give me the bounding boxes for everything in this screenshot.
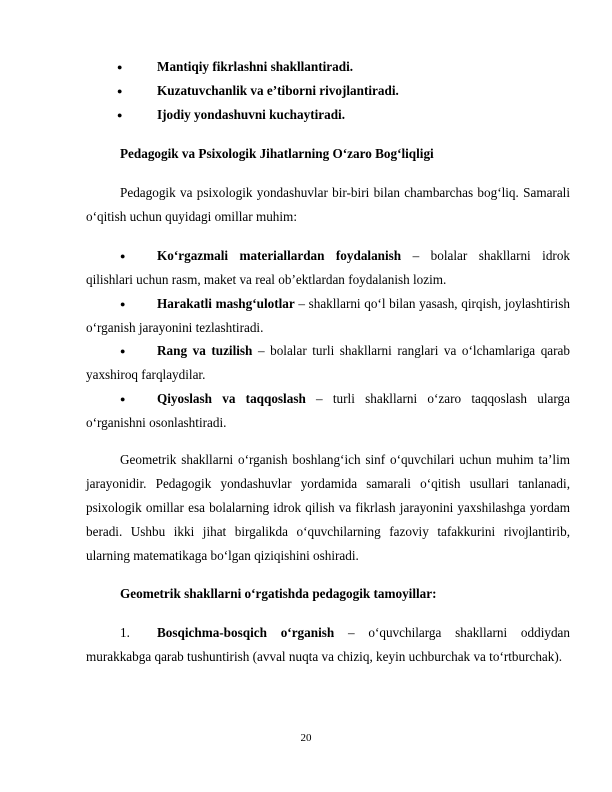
principle-item: 1. Bosqichma-bosqich o‘rganish – o‘quvchilarga shakllarni oddiydan murakkabga qarab tushuntirish (avval nuqta va chiziq, keyin uchburchak va to‘rtburchak). [86, 625, 570, 664]
bullet-icon: ● [117, 110, 123, 120]
bullet-icon: ● [120, 346, 126, 356]
body-paragraph: Geometrik shakllarni o‘rganish boshlang‘ich sinf o‘quvchilari uchun muhim ta’lim jarayonidir. Pedagogik yondashuvlar yordamida samarali o‘qitish usullari tanlanadi, psixologik omillar esa bolalarning idrok qilish va fikrlash jarayonini yaxshilashga yordam beradi. Ushbu ikki jihat birgalikda o‘quvchilarning fazoviy tafakkurini rivojlantirib, ularning matematikaga bo‘lgan qiziqishini oshiradi. [86, 452, 570, 563]
bullet-item: ● Ijodiy yondashuvni kuchaytiradi. [120, 103, 570, 127]
factor-item: ● Qiyoslash va taqqoslash – turli shakllarni o‘zaro taqqoslash ularga o‘rganishni osonlashtiradi. [86, 387, 570, 435]
section-heading: Geometrik shakllarni o‘rgatishda pedagogik tamoyillar: [120, 586, 437, 601]
factor-item: ● Harakatli mashg‘ulotlar – shakllarni qo‘l bilan yasash, qirqish, joylashtirish o‘rganish jarayonini tezlashtiradi. [86, 292, 570, 340]
intro-paragraph: Pedagogik va psixologik yondashuvlar bir-biri bilan chambarchas bog‘liq. Samarali o‘qitish uchun quyidagi omillar muhim: [86, 185, 570, 224]
bullet-item: ● Mantiqiy fikrlashni shakllantiradi. [120, 55, 570, 79]
bullet-icon: ● [120, 251, 126, 261]
bullet-icon: ● [117, 62, 123, 72]
section-heading: Pedagogik va Psixologik Jihatlarning O‘zaro Bog‘liqligi [120, 146, 434, 161]
factor-item: ● Ko‘rgazmali materiallardan foydalanish – bolalar shakllarni idrok qilishlari uchun rasm, maket va real ob’ektlardan foydalanish lozim. [86, 244, 570, 292]
bullet-item: ● Kuzatuvchanlik va e’tiborni rivojlantiradi. [120, 79, 570, 103]
bullet-icon: ● [120, 299, 126, 309]
bullet-icon: ● [120, 394, 126, 404]
factor-item: ● Rang va tuzilish – bolalar turli shakllarni ranglari va o‘lchamlariga qarab yaxshiroq farqlaydilar. [86, 339, 570, 387]
page-number: 20 [300, 732, 312, 744]
bullet-icon: ● [117, 86, 123, 96]
